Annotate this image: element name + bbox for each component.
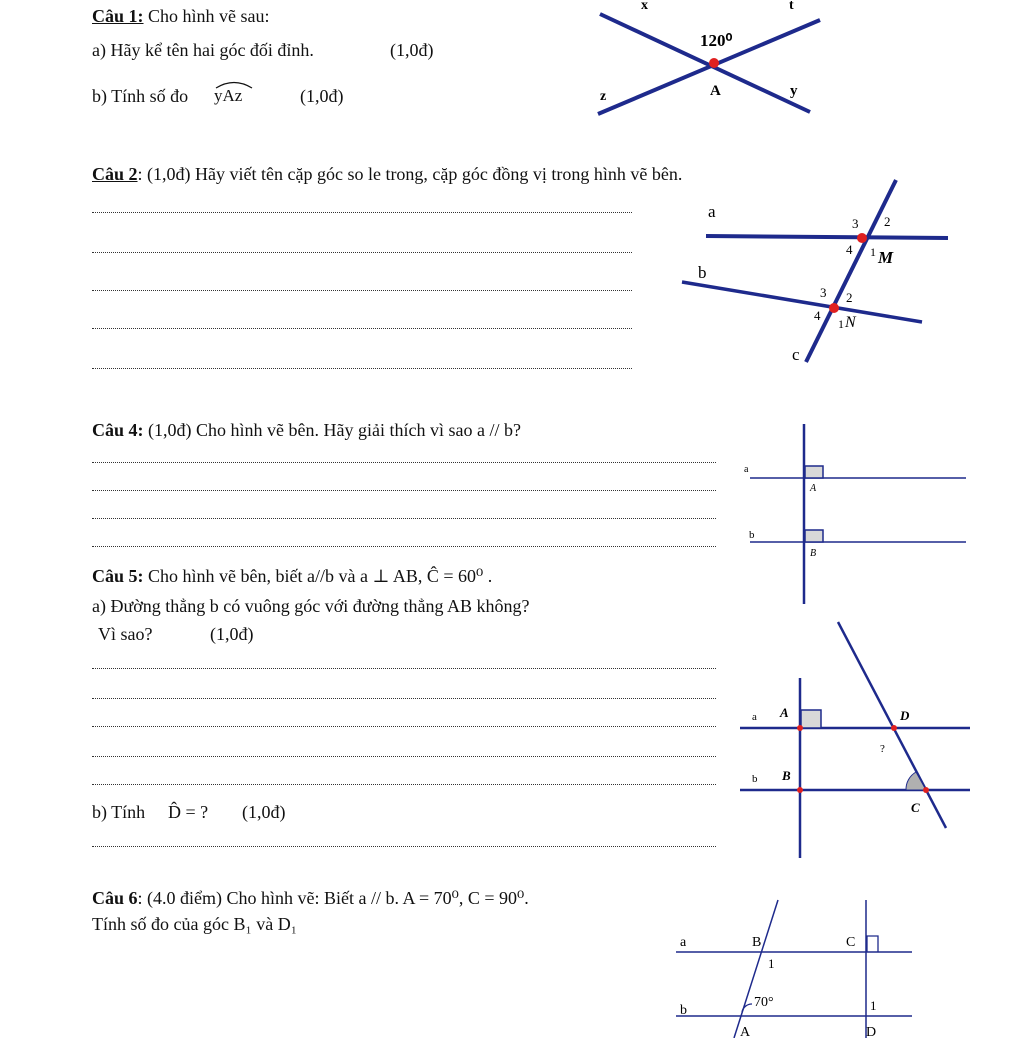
q5-label-b: b — [752, 773, 758, 785]
q4-label-B: B — [810, 548, 817, 559]
q5-label-A: A — [780, 705, 789, 720]
q6-label-b: b — [680, 1003, 687, 1018]
q2-N-1: 1 — [838, 317, 844, 331]
q5-b-expr: D̂ = ? — [168, 802, 209, 822]
q1-b-text: b) Tính số đo — [92, 86, 189, 106]
q5-label-C: C — [911, 800, 920, 815]
q4-label-b: b — [749, 529, 755, 541]
q5-label-q: ? — [880, 743, 885, 755]
q2-label-M: M — [878, 248, 894, 267]
q1-label-t: t — [789, 0, 794, 13]
q5-a-line1: a) Đường thẳng b có vuông góc với đường thẳng AB không? — [92, 596, 530, 616]
q6-label-C: C — [846, 935, 856, 950]
q2-N-3: 3 — [820, 285, 827, 300]
q2-label-c: c — [792, 345, 800, 364]
q6-label-B1: 1 — [768, 956, 775, 971]
q2-label-a: a — [708, 202, 716, 221]
q5-text: Cho hình vẽ bên, biết a//b và a ⊥ AB, Ĉ = 60⁰ . — [143, 566, 493, 586]
q6-label-D: D — [866, 1025, 877, 1038]
q2-text: : (1,0đ) Hãy viết tên cặp góc so le trong, cặp góc đồng vị trong hình vẽ bên. — [137, 164, 683, 184]
q2-N-4: 4 — [814, 308, 821, 323]
q2-N-2: 2 — [846, 290, 853, 305]
q6-label-a: a — [680, 935, 687, 950]
q1-label-x: x — [641, 0, 648, 13]
q2-M-4: 4 — [846, 242, 853, 257]
q1-a-points: (1,0đ) — [390, 40, 434, 60]
q4-text: (1,0đ) Cho hình vẽ bên. Hãy giải thích vì sao a // b? — [143, 420, 521, 440]
q5-label-a: a — [752, 711, 757, 723]
q6-angle-value: 70° — [754, 995, 774, 1010]
q1-label-z: z — [600, 89, 607, 104]
q1-angle-name: yAz — [214, 86, 243, 105]
q6-title: Câu 6 — [92, 888, 138, 908]
q4-label-a: a — [744, 464, 749, 475]
q6-label-A: A — [740, 1025, 751, 1038]
q4-label-A: A — [810, 483, 817, 494]
q5-title: Câu 5: — [92, 566, 144, 586]
q2-label-N: N — [845, 314, 856, 331]
q2-M-1: 1 — [870, 245, 876, 259]
q5-b-text: b) Tính — [92, 802, 146, 822]
q4-title: Câu 4: — [92, 420, 144, 440]
angle-70-icon — [742, 1004, 752, 1012]
q2-M-3: 3 — [852, 216, 859, 231]
q6-line2: Tính số đo của góc B₁ và D₁ — [92, 914, 298, 934]
right-angle-icon — [867, 936, 878, 952]
q1-text: Cho hình vẽ sau: — [143, 6, 270, 26]
q5-a-line2: Vì sao? — [98, 624, 153, 644]
q2-title: Câu 2 — [92, 164, 138, 184]
q5-label-D: D — [900, 708, 910, 723]
q6-text: : (4.0 điểm) Cho hình vẽ: Biết a // b. A = 70⁰, C = 90⁰. — [137, 888, 529, 908]
q1-title: Câu 1: — [92, 6, 144, 26]
q5-a-points: (1,0đ) — [210, 624, 254, 644]
q6-label-D1: 1 — [870, 998, 877, 1013]
q6-label-B: B — [752, 935, 762, 950]
q5-b-points: (1,0đ) — [242, 802, 286, 822]
q2-M-2: 2 — [884, 214, 891, 229]
q2-label-b: b — [698, 263, 707, 282]
q1-b-points: (1,0đ) — [300, 86, 344, 106]
q1-label-A: A — [710, 83, 721, 99]
q1-label-y: y — [790, 83, 798, 99]
q1-angle-value: 120⁰ — [700, 31, 733, 50]
q5-label-B: B — [782, 768, 791, 783]
q1-a-text: a) Hãy kể tên hai góc đối đỉnh. — [92, 40, 314, 60]
